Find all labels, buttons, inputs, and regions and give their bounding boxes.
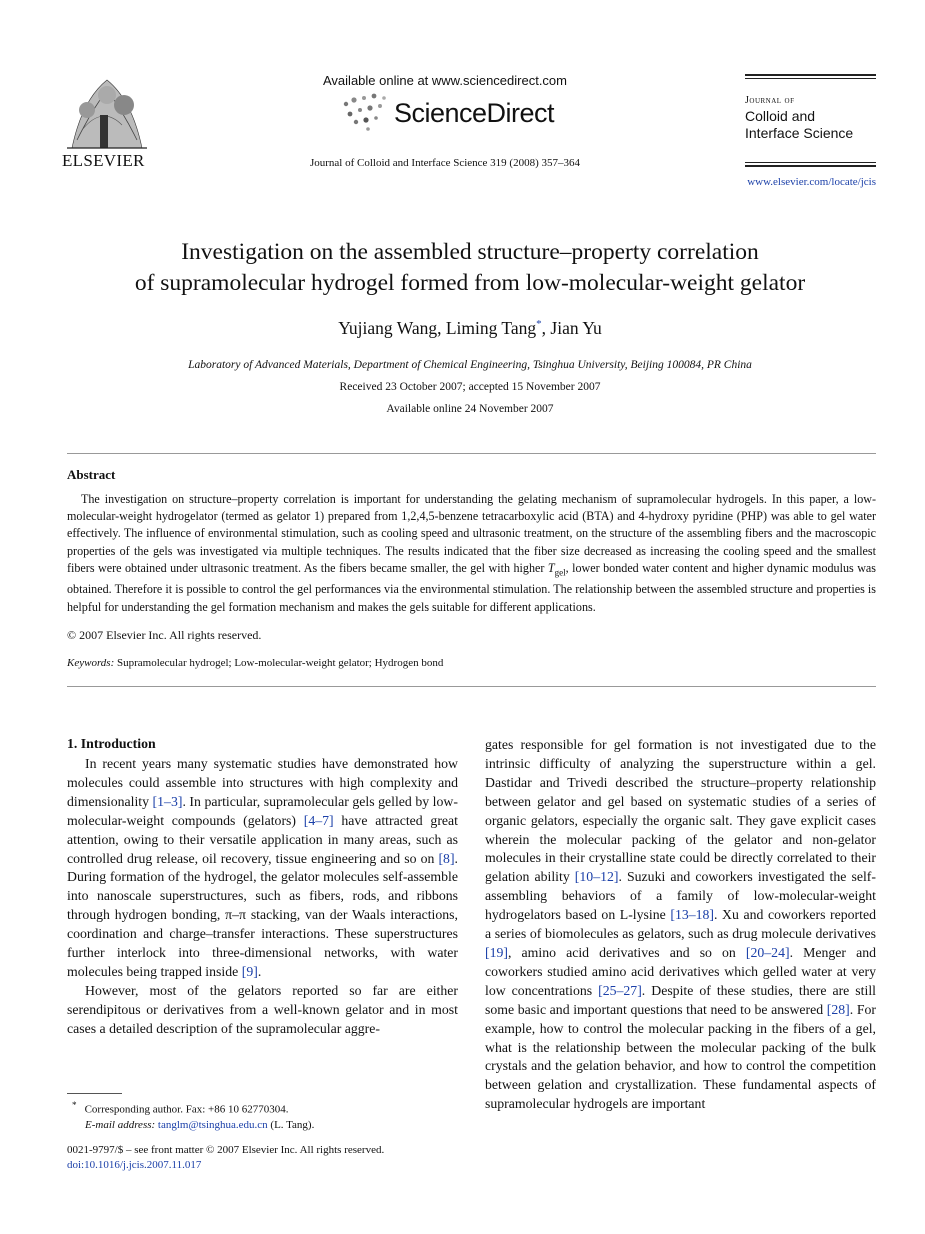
title-line-2: of supramolecular hydrogel formed from low-molecular-weight gelator	[134, 270, 806, 296]
intro-paragraph-1: In recent years many systematic studies have demonstrated how molecules could assemble into structures with high complexity and dimensionality [1–3]. In particular, supramolecular gels gelled by low-molecular-weight compounds (gelators) [4–7] have attracted great attention, owing to their versatile application in many areas, such as controlled drug release, oil recovery, tissue engineering and so on [8]. During formation of the hydrogel, the gelator molecules self-assemble into nanoscale superstructures, such as fibers, rods, and ribbons through hydrogen bonding, π–π stacking, van der Waals interactions, coordination and charge–transfer interactions. These superstructures further interlock into three-dimensional networks, with water molecules being trapped inside [9].	[67, 756, 459, 979]
abstract-text-2: , lower bonded water content and higher dynamic modulus was obtained. Therefore it is possible to control the gel performances via the environmental stimulation. The relationship between the assembled structure and properties is helpful for understanding the gel formation mechanism and makes the gels suitable for different applications.	[67, 560, 877, 614]
citation-13-18[interactable]: [13–18]	[670, 907, 715, 923]
affiliation: Laboratory of Advanced Materials, Department of Chemical Engineering, Tsinghua University, Beijing 100084, PR China	[188, 359, 752, 371]
citation-25-27[interactable]: [25–27]	[598, 982, 642, 998]
t-gel-symbol: T	[547, 560, 555, 575]
author-2: Liming Tang	[445, 318, 537, 338]
journal-name-line2: Interface Science	[745, 125, 854, 141]
citation-1-3[interactable]: [1–3]	[152, 793, 183, 809]
sciencedirect-wordmark: ScienceDirect	[394, 98, 555, 128]
title-line-1: Investigation on the assembled structure–property correlation	[181, 239, 759, 265]
author-3: , Jian Yu	[541, 318, 602, 338]
t-gel-subscript: gel	[554, 567, 566, 578]
keywords	[67, 657, 443, 669]
citation-10-12[interactable]: [10–12]	[574, 869, 619, 885]
journal-name-line1: Colloid and	[745, 108, 816, 124]
available-online-text: Available online at www.sciencedirect.com	[323, 73, 567, 88]
intro-paragraph-2-continued: gates responsible for gel formation is not investigated due to the intrinsic difficulty of analyzing the superstructure within a gel. Dastidar and Trivedi described the structure–property relationship between gelator and gel based on systematic studies of a series of organic gelators, especially the organic salt. They gave explicit cases wherein the molecular packing of the gelator and non-gelator molecules in their crystalline state could be directly correlated to their gelation ability [10–12]. Suzuki and coworkers investigated the self-assembling behaviors of a family of low-molecular-weight hydrogelators based on L-lysine [13–18]. Xu and coworkers reported a series of biomolecules as gelators, such as drug molecule derivatives [19], amino acid derivatives and so on [20–24]. Menger and coworkers studied amino acid derivatives which gelled water at very low concentrations [25–27]. Despite of these studies, there are still some basic and important questions that need to be answered [28]. For example, how to control the molecular packing in the fibers of a gel, what is the relationship between the molecular packing of the bulk crystals and the gelation behavior, and how to control the competition between gelation and crystallization. These fundamental aspects of supramolecular hydrogels are important	[485, 737, 876, 1112]
footnote-rule	[67, 1093, 122, 1094]
abstract-text-1: The investigation on structure–property correlation is important for understanding the gelating mechanism of supramolecular hydrogels. In this paper, a low-molecular-weight hydrogelator (termed as gelator 1) prepared from 1,2,4,5-benzene tetracarboxylic acid (BTA) and 4-hydroxy pyridine (PHP) was able to gel water effectively. The influence of environmental stimulation, such as cooling speed and ultrasonic treatment, on the structure of the assembling fibers and the macroscopic properties of the gels was investigated via multiple techniques. The results indicated that the fiber size decreased as increasing the cooling speed and the smallest fibers were obtained under ultrasonic treatment. As the fibers became smaller, the gel with higher	[67, 492, 876, 575]
article-title	[0, 237, 925, 299]
journal-citation: Journal of Colloid and Interface Science 319 (2008) 357–364	[309, 157, 581, 169]
email-label: E-mail address:	[85, 1118, 156, 1131]
author-list	[0, 318, 925, 339]
email-link[interactable]: tanglm@tsinghua.edu.cn	[157, 1118, 268, 1131]
citation-8[interactable]: [8]	[438, 850, 455, 866]
sciencedirect-dots-icon	[338, 92, 394, 132]
journal-masthead	[745, 74, 876, 170]
author-1: Yujiang Wang,	[338, 318, 446, 338]
sciencedirect-logo	[338, 92, 568, 132]
corresponding-author-note: Corresponding author. Fax: +86 10 62770304.	[84, 1103, 289, 1116]
journal-name	[745, 108, 853, 142]
divider-bottom	[67, 686, 876, 687]
abstract-heading: Abstract	[67, 467, 116, 482]
doi-link[interactable]: doi:10.1016/j.jcis.2007.11.017	[67, 1159, 202, 1171]
citation-4-7[interactable]: [4–7]	[303, 812, 334, 828]
journal-url-link[interactable]: www.elsevier.com/locate/jcis	[747, 176, 876, 188]
citation-28[interactable]: [28]	[826, 1001, 850, 1017]
journal-of-label: Journal of	[745, 95, 795, 106]
issn-line: 0021-9797/$ – see front matter © 2007 Elsevier Inc. All rights reserved.	[67, 1144, 385, 1156]
body-column-right	[485, 736, 876, 1114]
citation-9[interactable]: [9]	[241, 963, 258, 979]
abstract-body	[67, 491, 876, 616]
keywords-list: Supramolecular hydrogel; Low-molecular-weight gelator; Hydrogen bond	[114, 657, 444, 669]
email-suffix: (L. Tang).	[267, 1118, 315, 1131]
keywords-label: Keywords:	[67, 657, 115, 669]
publisher-name: ELSEVIER	[62, 151, 145, 170]
citation-20-24[interactable]: [20–24]	[745, 944, 790, 960]
section-heading-introduction: 1. Introduction	[67, 736, 156, 751]
citation-19[interactable]: [19]	[485, 944, 508, 960]
body-column-left	[67, 755, 458, 1039]
intro-paragraph-2: However, most of the gelators reported so far are either serendipitous or derivatives from a well-known gelator and in most cases a detailed description of the supramolecular aggre-	[67, 982, 458, 1036]
divider-top	[67, 453, 876, 454]
footnote-mark: *	[72, 1100, 77, 1110]
corresponding-author-mark[interactable]: *	[536, 318, 542, 331]
received-dates: Received 23 October 2007; accepted 15 November 2007	[339, 381, 601, 393]
available-online-date: Available online 24 November 2007	[386, 403, 554, 415]
footnote	[67, 1098, 314, 1133]
abstract-copyright: © 2007 Elsevier Inc. All rights reserved.	[67, 628, 262, 642]
front-matter-info	[67, 1143, 384, 1173]
